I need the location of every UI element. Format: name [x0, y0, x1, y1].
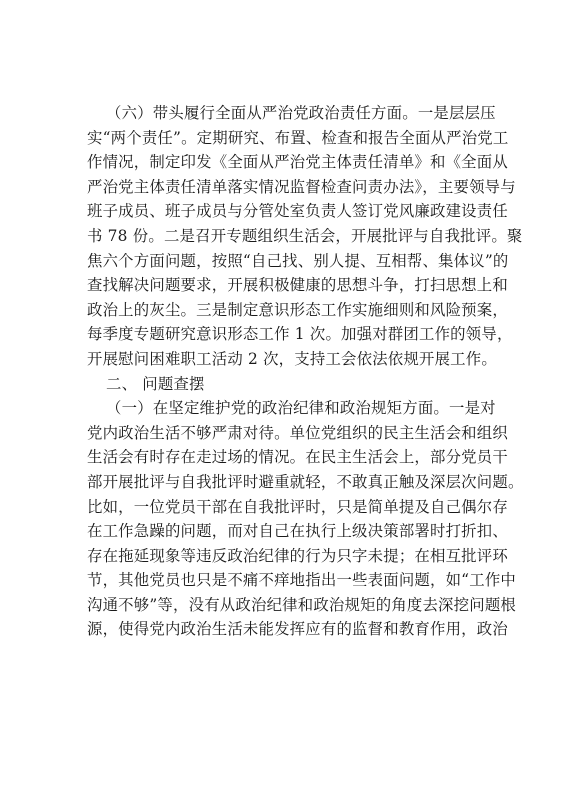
paragraph-line: 生活会有时存在走过场的情况。在民主生活会上，部分党员干: [87, 448, 508, 467]
paragraph-line: 作情况，制定印发《全面从严治党主体责任清单》和《全面从: [87, 153, 508, 172]
section-heading: 二、 问题查摆: [106, 374, 205, 393]
paragraph-line: （六）带头履行全面从严治党政治责任方面。一是层层压: [106, 104, 496, 122]
paragraph-line: 部开展批评与自我批评时避重就轻，不敢真正触及深层次问题。: [87, 472, 524, 491]
paragraph-line: 班子成员、班子成员与分管处室负责人签订党风廉政建设责任: [87, 202, 508, 221]
paragraph-line: 在工作急躁的问题，而对自己在执行上级决策部署时打折扣、: [87, 522, 508, 541]
paragraph-line: 党内政治生活不够严肃对待。单位党组织的民主生活会和组织: [87, 423, 508, 442]
paragraph-line: 每季度专题研究意识形态工作 1 次。加强对群团工作的领导，: [87, 325, 513, 344]
paragraph-line: 源，使得党内政治生活未能发挥应有的监督和教育作用，政治: [87, 620, 508, 639]
paragraph-line: 开展慰问困难职工活动 2 次，支持工会依法依规开展工作。: [87, 349, 497, 368]
paragraph-line: 沟通不够”等，没有从政治纪律和政治规矩的角度去深挖问题根: [87, 595, 517, 614]
document-body: [87, 101, 524, 642]
paragraph-line: 存在拖延现象等违反政治纪律的行为只字未提；在相互批评环: [87, 546, 508, 565]
paragraph-line: 节，其他党员也只是不痛不痒地指出一些表面问题，如“工作中: [87, 571, 517, 590]
paragraph-line: 比如，一位党员干部在自我批评时，只是简单提及自己偶尔存: [87, 497, 508, 516]
paragraph-line: 严治党主体责任清单落实情况监督检查问责办法》，主要领导与: [87, 177, 516, 196]
paragraph-line: 实“两个责任”。定期研究、布置、检查和报告全面从严治党工: [87, 128, 509, 147]
paragraph-line: 焦六个方面问题，按照“自己找、别人提、互相帮、集体议”的: [87, 251, 509, 270]
paragraph-line: 查找解决问题要求，开展积极健康的思想斗争，打扫思想上和: [87, 276, 508, 295]
paragraph-line: 书 78 份。二是召开专题组织生活会，开展批评与自我批评。聚: [87, 226, 523, 245]
paragraph-line: 政治上的灰尘。三是制定意识形态工作实施细则和风险预案，: [87, 300, 508, 319]
paragraph-line: （一）在坚定维护党的政治纪律和政治规矩方面。一是对: [106, 399, 496, 418]
